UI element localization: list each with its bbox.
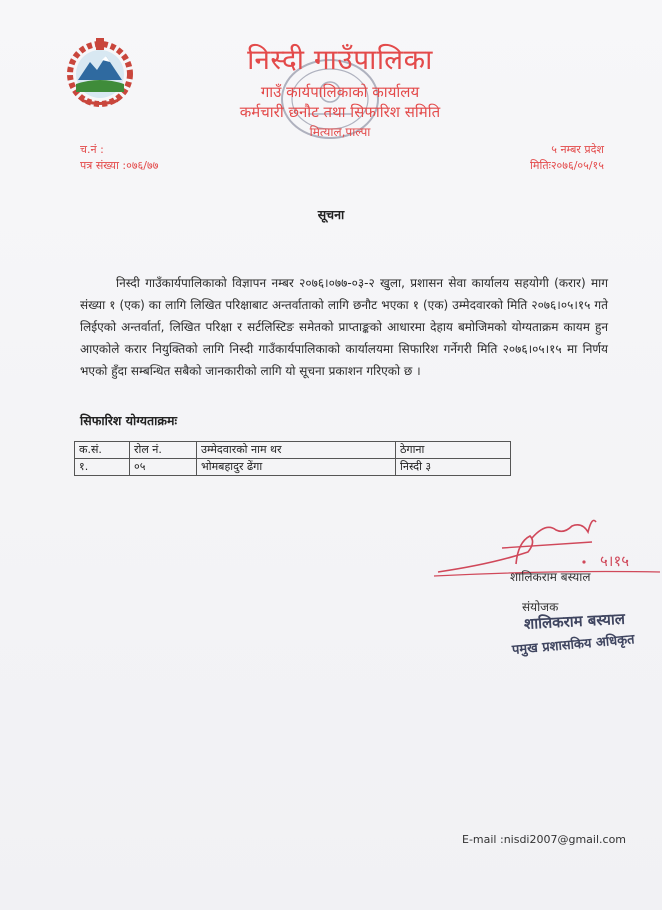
letter-date: मितिः२०७६/०५/१५ (530, 159, 604, 172)
recommendation-table (74, 441, 511, 476)
committee-name: कर्मचारी छनौट तथा सिफारिश समिति (239, 103, 441, 121)
column-header: क.सं. (75, 442, 130, 459)
office-location: मित्याल,पाल्पा (309, 125, 371, 139)
table-header-row (75, 442, 511, 459)
recommendation-heading: सिफारिश योग्यताक्रमः (80, 413, 177, 428)
province: ५ नम्बर प्रदेश (551, 143, 604, 156)
cha-no: च.नं : (80, 143, 104, 156)
table-cell: भोमबहादुर ढेंगा (197, 459, 396, 476)
stamp-title: पमुख प्रशासकिय अधिकृत (511, 632, 636, 658)
reference-block (80, 142, 158, 174)
table-cell: ०५ (130, 459, 197, 476)
office-name: गाउँ कार्यपालिकाको कार्यालय (260, 83, 420, 101)
column-header: ठेगाना (396, 442, 511, 459)
footer-email: E-mail :nisdi2007@gmail.com (462, 833, 627, 846)
column-header: उम्मेदवारको नाम थर (197, 442, 396, 459)
signer-role: संयोजक (522, 600, 559, 614)
municipality-title: निस्दी गाउँपालिका (247, 43, 433, 76)
table-cell: १. (75, 459, 130, 476)
notice-heading: सूचना (317, 207, 345, 222)
table-cell: निस्दी ३ (396, 459, 511, 476)
notice-body: निस्दी गाउँकार्यपालिकाको विज्ञापन नम्बर २०७६।०७७-०३-२ खुला, प्रशासन सेवा कार्यालय सहयोगी (करार) माग संख्या १ (एक) का लागि लिखित परिक्षाबाट अन्तर्वाताको लागि छनौट भएका १ (एक) उम्मेदवारको मिति २०७६।०५।१५ गते लिईएको अन्तर्वार्ता, लिखित परिक्षा र सर्टलिस्टिङ समेतको प्राप्ताङ्कको आधारमा देहाय बमोजिमको योग्यताक्रम कायम हुन आएकोले करार नियुक्तिको लागि निस्दी गाउँकार्यपालिकाको कार्यालयमा सिफारिश गर्नेगरी मिति २०७६।०५।१५ मा निर्णय भएको हुँदा सम्बन्धित सबैको जानकारीको लागि यो सूचना प्रकाशन गरिएको छ । (80, 276, 608, 378)
letter-number: पत्र संख्या :०७६/७७ (80, 159, 159, 172)
column-header: रोल नं. (130, 442, 197, 459)
nepal-emblem-icon (64, 36, 136, 108)
stamp-name: शालिकराम बस्याल (523, 609, 626, 633)
signature-date: ५।१५ (600, 552, 630, 570)
table-row (75, 459, 511, 476)
date-block (530, 142, 604, 174)
signer-name: शालिकराम बस्याल (510, 570, 591, 584)
